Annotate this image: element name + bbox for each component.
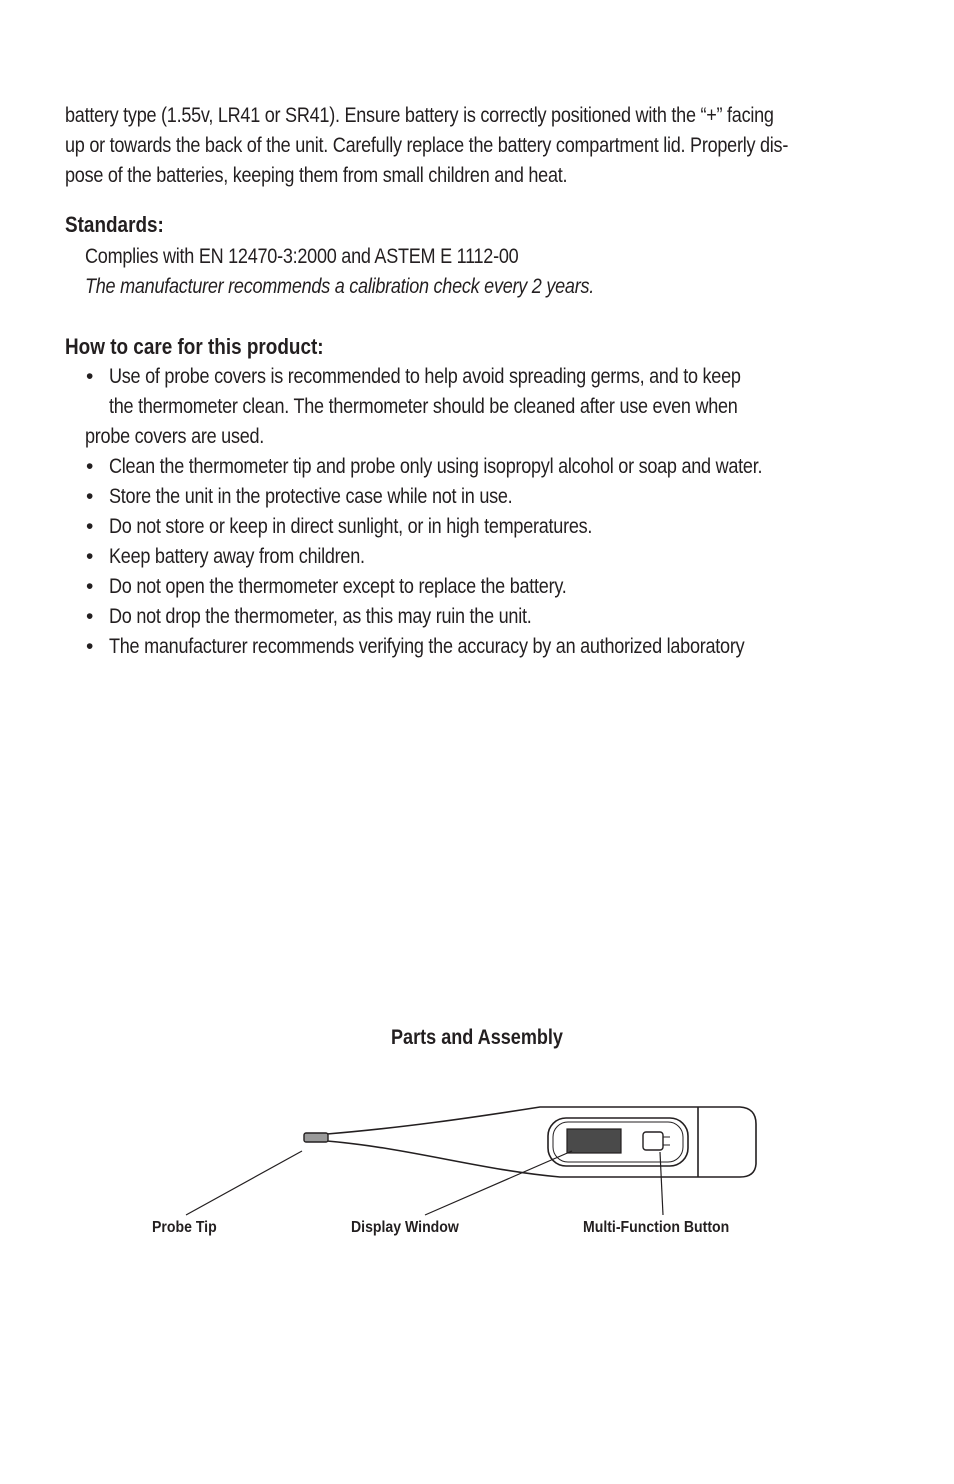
bullet-icon: • xyxy=(86,515,94,538)
intro-line-1: battery type (1.55v, LR41 or SR41). Ensure battery is correctly positioned with the “+” facing xyxy=(65,104,774,127)
standards-heading: Standards: xyxy=(65,212,164,237)
care-item-7: Do not drop the thermometer, as this may ruin the unit. xyxy=(109,605,532,628)
care-item-8: The manufacturer recommends verifying the accuracy by an authorized laboratory xyxy=(109,635,745,658)
intro-line-3: pose of the batteries, keeping them from small children and heat. xyxy=(65,164,568,187)
bullet-icon: • xyxy=(86,365,94,388)
care-item-4: Do not store or keep in direct sunlight, or in high temperatures. xyxy=(109,515,593,538)
care-item-5: Keep battery away from children. xyxy=(109,545,365,568)
care-item-2: Clean the thermometer tip and probe only using isopropyl alcohol or soap and water. xyxy=(109,455,763,478)
label-multi-function-button: Multi-Function Button xyxy=(583,1219,730,1236)
thermometer-body xyxy=(327,1107,756,1177)
probe-tip-icon xyxy=(304,1133,328,1142)
care-heading: How to care for this product: xyxy=(65,334,324,359)
bullet-icon: • xyxy=(86,575,94,598)
bullet-icon: • xyxy=(86,485,94,508)
care-item-1-line-1: Use of probe covers is recommended to help avoid spreading germs, and to keep xyxy=(109,365,741,388)
label-probe-tip: Probe Tip xyxy=(152,1219,217,1236)
standards-calibration-note: The manufacturer recommends a calibration check every 2 years. xyxy=(85,275,594,298)
standards-compliance: Complies with EN 12470-3:2000 and ASTEM E 1112-00 xyxy=(85,245,519,268)
care-item-1-line-2: the thermometer clean. The thermometer should be cleaned after use even when xyxy=(109,395,738,418)
label-display-window: Display Window xyxy=(351,1219,459,1236)
probe-tip-leader xyxy=(186,1151,302,1215)
care-item-1-line-3: probe covers are used. xyxy=(85,425,265,448)
display-window-icon xyxy=(567,1129,621,1153)
diagram-title: Parts and Assembly xyxy=(390,1026,563,1049)
care-item-3: Store the unit in the protective case while not in use. xyxy=(109,485,513,508)
care-item-6: Do not open the thermometer except to replace the battery. xyxy=(109,575,567,598)
bullet-icon: • xyxy=(86,545,94,568)
bullet-icon: • xyxy=(86,455,94,478)
intro-line-2: up or towards the back of the unit. Carefully replace the battery compartment lid. Properly dis- xyxy=(65,134,789,157)
bullet-icon: • xyxy=(86,635,94,658)
multi-function-button-icon xyxy=(643,1132,663,1150)
bullet-icon: • xyxy=(86,605,94,628)
